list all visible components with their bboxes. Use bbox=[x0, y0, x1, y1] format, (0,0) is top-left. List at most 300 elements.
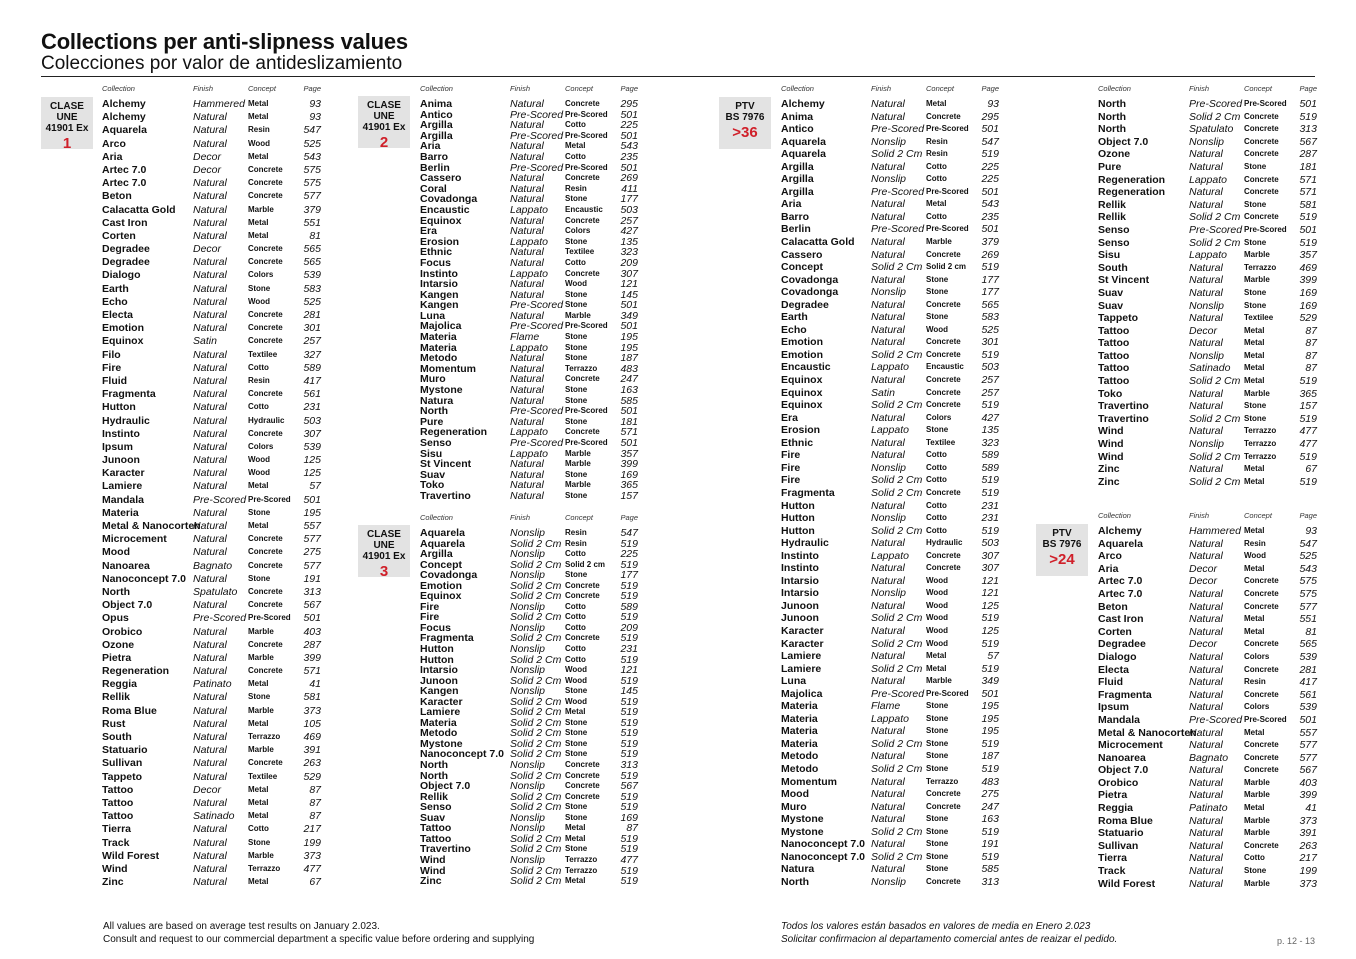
collection-cell: Muro bbox=[420, 373, 446, 386]
collection-cell: Antico bbox=[420, 108, 453, 121]
collection-cell: Ipsum bbox=[1098, 701, 1129, 714]
finish-cell: Natural bbox=[193, 401, 227, 414]
page-cell: 519 bbox=[620, 843, 638, 856]
page-cell: 257 bbox=[303, 335, 321, 348]
finish-cell: Natural bbox=[193, 638, 227, 651]
finish-cell: Spatulato bbox=[193, 585, 238, 598]
concept-cell: Metal bbox=[1244, 626, 1265, 636]
page-cell: 571 bbox=[620, 426, 638, 439]
finish-cell: Nonslip bbox=[1189, 299, 1225, 312]
collection-cell: Encaustic bbox=[420, 203, 470, 216]
concept-cell: Stone bbox=[926, 826, 949, 836]
page-cell: 57 bbox=[987, 650, 999, 663]
finish-cell: Natural bbox=[1189, 600, 1223, 613]
concept-cell: Pre-Scored bbox=[565, 321, 608, 331]
concept-cell: Stone bbox=[926, 713, 949, 723]
concept-cell: Stone bbox=[565, 749, 588, 759]
page-cell: 295 bbox=[981, 110, 999, 123]
page-cell: 525 bbox=[981, 323, 999, 336]
finish-cell: Natural bbox=[1189, 789, 1223, 802]
table-row bbox=[420, 706, 638, 717]
page-cell: 263 bbox=[303, 757, 321, 770]
concept-cell: Stone bbox=[926, 726, 949, 736]
collection-cell: Tattoo bbox=[420, 822, 452, 835]
table-row bbox=[420, 278, 638, 289]
page-cell: 231 bbox=[981, 499, 999, 512]
concept-cell: Cotto bbox=[565, 257, 586, 267]
badge-line1: CLASE UNE bbox=[367, 100, 401, 122]
page-subtitle: Colecciones por valor de antideslizamiento bbox=[41, 53, 403, 74]
finish-cell: Nonslip bbox=[1189, 349, 1225, 362]
page-cell: 81 bbox=[309, 229, 321, 242]
concept-cell: Resin bbox=[1244, 677, 1266, 687]
finish-cell: Natural bbox=[1189, 852, 1223, 865]
concept-cell: Concrete bbox=[1244, 840, 1279, 850]
finish-cell: Natural bbox=[510, 214, 544, 227]
collection-cell: Intarsio bbox=[781, 574, 819, 587]
finish-cell: Natural bbox=[510, 489, 544, 502]
table-row bbox=[420, 416, 638, 427]
concept-cell: Stone bbox=[248, 692, 271, 702]
table-row bbox=[1098, 626, 1317, 639]
page-cell: 217 bbox=[1299, 852, 1317, 865]
page-cell: 87 bbox=[1305, 324, 1317, 337]
page-cell: 157 bbox=[620, 489, 638, 502]
finish-cell: Nonslip bbox=[510, 600, 546, 613]
collection-cell: Lamiere bbox=[781, 650, 822, 663]
concept-cell: Pre-Scored bbox=[565, 406, 608, 416]
concept-cell: Wood bbox=[248, 468, 271, 478]
table-ptv-36 bbox=[781, 84, 999, 888]
page-cell: 503 bbox=[303, 414, 321, 427]
concept-cell: Metal bbox=[1244, 727, 1265, 737]
table-row bbox=[420, 246, 638, 257]
page-cell: 41 bbox=[309, 678, 321, 691]
badge-line2: BS 7976 bbox=[725, 112, 765, 123]
concept-cell: Stone bbox=[926, 763, 949, 773]
table-row bbox=[781, 512, 999, 525]
header-page: Page bbox=[620, 84, 638, 93]
concept-cell: Textilee bbox=[1244, 313, 1274, 323]
finish-cell: Natural bbox=[510, 225, 544, 238]
finish-cell: Solid 2 Cm bbox=[871, 662, 923, 675]
collection-cell: Degradee bbox=[102, 256, 150, 269]
page-cell: 577 bbox=[1299, 600, 1317, 613]
page-cell: 567 bbox=[1299, 135, 1317, 148]
collection-cell: Karacter bbox=[102, 467, 145, 480]
table-row bbox=[1098, 701, 1317, 714]
collection-cell: Tattoo bbox=[1098, 324, 1130, 337]
concept-cell: Stone bbox=[926, 701, 949, 711]
collection-cell: Pure bbox=[1098, 160, 1122, 173]
concept-cell: Concrete bbox=[565, 215, 600, 225]
table-row bbox=[102, 507, 321, 520]
concept-cell: Concrete bbox=[565, 591, 600, 601]
finish-cell: Natural bbox=[871, 298, 905, 311]
page-cell: 231 bbox=[620, 643, 638, 656]
concept-cell: Stone bbox=[1244, 866, 1267, 876]
page-cell: 519 bbox=[620, 590, 638, 603]
collection-cell: Ozone bbox=[102, 638, 135, 651]
concept-cell: Stone bbox=[248, 507, 271, 517]
page-cell: 217 bbox=[303, 823, 321, 836]
finish-cell: Satin bbox=[193, 335, 217, 348]
finish-cell: Decor bbox=[193, 150, 222, 163]
collection-cell: Equinox bbox=[420, 214, 462, 227]
page-cell: 125 bbox=[981, 599, 999, 612]
concept-cell: Colors bbox=[248, 441, 274, 451]
finish-cell: Nonslip bbox=[871, 286, 907, 299]
finish-cell: Lappato bbox=[510, 235, 548, 248]
collection-cell: Toko bbox=[420, 479, 445, 492]
table-row bbox=[102, 164, 321, 177]
finish-cell: Natural bbox=[871, 800, 905, 813]
finish-cell: Natural bbox=[871, 110, 905, 123]
finish-cell: Solid 2 Cm bbox=[510, 864, 562, 877]
collection-cell: Sullivan bbox=[1098, 839, 1139, 852]
concept-cell: Metal bbox=[248, 217, 269, 227]
page-cell: 313 bbox=[303, 585, 321, 598]
page-cell: 519 bbox=[620, 558, 638, 571]
collection-cell: Zinc bbox=[1098, 463, 1120, 476]
collection-cell: Orobico bbox=[102, 625, 143, 638]
header-page: Page bbox=[303, 84, 321, 93]
table-row bbox=[420, 548, 638, 559]
finish-cell: Lappato bbox=[1189, 173, 1227, 186]
collection-cell: Tattoo bbox=[420, 832, 452, 845]
table-row bbox=[1098, 161, 1317, 174]
collection-cell: Hutton bbox=[420, 643, 454, 656]
concept-cell: Encaustic bbox=[926, 362, 964, 372]
concept-cell: Concrete bbox=[248, 547, 283, 557]
concept-cell: Concrete bbox=[1244, 212, 1279, 222]
table-row bbox=[1098, 249, 1317, 262]
collection-cell: Fire bbox=[420, 600, 440, 613]
collection-cell: Junoon bbox=[420, 674, 458, 687]
concept-cell: Metal bbox=[248, 811, 269, 821]
table-row bbox=[102, 428, 321, 441]
collection-cell: Materia bbox=[102, 506, 139, 519]
collection-cell: Junoon bbox=[102, 454, 140, 467]
badge-line2: 41901 Ex bbox=[362, 551, 406, 562]
page-cell: 87 bbox=[309, 796, 321, 809]
concept-cell: Marble bbox=[1244, 790, 1270, 800]
concept-cell: Marble bbox=[1244, 777, 1270, 787]
concept-cell: Stone bbox=[565, 469, 588, 479]
collection-cell: North bbox=[420, 769, 448, 782]
concept-cell: Cotto bbox=[926, 211, 947, 221]
collection-cell: Beton bbox=[1098, 600, 1128, 613]
page-cell: 501 bbox=[303, 612, 321, 625]
concept-cell: Cotto bbox=[565, 644, 586, 654]
table-ptv-24 bbox=[1098, 511, 1317, 890]
concept-cell: Wood bbox=[1244, 551, 1267, 561]
table-row bbox=[781, 537, 999, 550]
collection-cell: North bbox=[1098, 98, 1126, 110]
collection-cell: Sisu bbox=[1098, 249, 1121, 262]
finish-cell: Natural bbox=[193, 876, 227, 889]
table-row bbox=[1098, 714, 1317, 727]
table-row bbox=[781, 474, 999, 487]
finish-cell: Decor bbox=[1189, 638, 1218, 651]
badge-ptv-24 bbox=[1036, 524, 1088, 576]
collection-cell: Regeneration bbox=[102, 665, 170, 678]
concept-cell: Marble bbox=[926, 237, 952, 247]
collection-cell: Alchemy bbox=[1098, 525, 1142, 537]
finish-cell: Natural bbox=[193, 137, 227, 150]
finish-cell: Natural bbox=[1189, 865, 1223, 878]
collection-cell: Suav bbox=[1098, 299, 1124, 312]
collection-cell: Regeneration bbox=[1098, 173, 1166, 186]
collection-cell: Argilla bbox=[420, 119, 453, 132]
page-cell: 483 bbox=[620, 362, 638, 375]
table-row bbox=[102, 520, 321, 533]
page-cell: 519 bbox=[981, 737, 999, 750]
table-row bbox=[1098, 388, 1317, 401]
page-cell: 469 bbox=[303, 731, 321, 743]
table-row bbox=[420, 193, 638, 204]
concept-cell: Pre-Scored bbox=[565, 130, 608, 140]
finish-cell: Natural bbox=[193, 731, 227, 743]
table-row bbox=[1098, 463, 1317, 476]
header-concept: Concept bbox=[248, 84, 276, 93]
table-row bbox=[102, 98, 321, 111]
page-cell: 519 bbox=[620, 737, 638, 750]
concept-cell: Concrete bbox=[1244, 149, 1279, 159]
concept-cell: Pre-Scored bbox=[926, 224, 969, 234]
table-row bbox=[102, 705, 321, 718]
table-row bbox=[420, 183, 638, 194]
finish-cell: Nonslip bbox=[871, 875, 907, 888]
finish-cell: Natural bbox=[193, 361, 227, 374]
concept-cell: Stone bbox=[1244, 300, 1267, 310]
page-cell: 519 bbox=[620, 769, 638, 782]
collection-cell: Artec 7.0 bbox=[1098, 575, 1143, 588]
page-cell: 365 bbox=[620, 479, 638, 492]
finish-cell: Natural bbox=[1189, 148, 1223, 161]
concept-cell: Stone bbox=[565, 385, 588, 395]
table-row bbox=[420, 331, 638, 342]
table-row bbox=[781, 98, 999, 111]
collection-cell: Materia bbox=[781, 737, 818, 750]
table-row bbox=[1098, 802, 1317, 815]
table-row bbox=[1098, 438, 1317, 451]
finish-cell: Natural bbox=[1189, 827, 1223, 840]
page-cell: 87 bbox=[309, 783, 321, 796]
table-row bbox=[781, 638, 999, 651]
collection-cell: Corten bbox=[102, 229, 136, 242]
collection-cell: Junoon bbox=[781, 599, 819, 612]
collection-cell: Materia bbox=[781, 700, 818, 713]
finish-cell: Natural bbox=[1189, 274, 1223, 287]
concept-cell: Marble bbox=[1244, 250, 1270, 260]
concept-cell: Metal bbox=[248, 679, 269, 689]
table-row bbox=[102, 850, 321, 863]
page-cell: 501 bbox=[620, 299, 638, 312]
collection-cell: Travertino bbox=[1098, 400, 1149, 413]
collection-cell: Fire bbox=[420, 611, 440, 624]
finish-cell: Spatulato bbox=[1189, 123, 1234, 136]
concept-cell: Metal bbox=[248, 718, 269, 728]
badge-line1: PTV bbox=[735, 101, 755, 112]
concept-cell: Stone bbox=[926, 851, 949, 861]
page-cell: 501 bbox=[620, 161, 638, 174]
finish-cell: Natural bbox=[193, 467, 227, 480]
page-cell: 529 bbox=[303, 770, 321, 783]
page-cell: 403 bbox=[303, 625, 321, 638]
table-row bbox=[420, 448, 638, 459]
finish-cell: Natural bbox=[1189, 776, 1223, 789]
page-cell: 427 bbox=[620, 225, 638, 238]
finish-cell: Natural bbox=[193, 203, 227, 216]
footer-en-line1: All values are based on average test results on January 2.023. bbox=[103, 921, 380, 932]
header-concept: Concept bbox=[926, 84, 954, 93]
table-row bbox=[1098, 224, 1317, 237]
concept-cell: Cotto bbox=[926, 462, 947, 472]
collection-cell: Artec 7.0 bbox=[102, 163, 147, 176]
page-cell: 209 bbox=[620, 256, 638, 269]
finish-cell: Natural bbox=[871, 599, 905, 612]
collection-cell: Metodo bbox=[781, 750, 819, 763]
page-cell: 503 bbox=[620, 203, 638, 216]
table-row bbox=[102, 678, 321, 691]
page-cell: 477 bbox=[1299, 425, 1317, 438]
concept-cell: Resin bbox=[565, 183, 587, 193]
concept-cell: Pre-Scored bbox=[926, 688, 969, 698]
finish-cell: Natural bbox=[510, 468, 544, 481]
collection-cell: Materia bbox=[781, 712, 818, 725]
finish-cell: Natural bbox=[1189, 312, 1223, 325]
concept-cell: Wood bbox=[926, 588, 949, 598]
finish-cell: Solid 2 Cm bbox=[510, 790, 562, 803]
concept-cell: Stone bbox=[565, 289, 588, 299]
table-row bbox=[420, 791, 638, 802]
collection-cell: Metodo bbox=[420, 352, 458, 365]
page-cell: 427 bbox=[981, 411, 999, 424]
concept-cell: Concrete bbox=[1244, 664, 1279, 674]
collection-cell: Hutton bbox=[781, 499, 815, 512]
collection-cell: Calacatta Gold bbox=[781, 236, 855, 249]
concept-cell: Concrete bbox=[248, 164, 283, 174]
collection-cell: Hutton bbox=[781, 512, 815, 525]
concept-cell: Terrazzo bbox=[1244, 426, 1277, 436]
concept-cell: Concrete bbox=[926, 550, 961, 560]
collection-cell: Rellik bbox=[1098, 198, 1127, 211]
finish-cell: Solid 2 Cm bbox=[871, 762, 923, 775]
collection-cell: Coral bbox=[420, 182, 447, 195]
concept-cell: Resin bbox=[248, 125, 270, 135]
table-row bbox=[102, 639, 321, 652]
page-cell: 501 bbox=[620, 129, 638, 142]
finish-cell: Natural bbox=[193, 414, 227, 427]
concept-cell: Terrazzo bbox=[926, 776, 959, 786]
finish-cell: Natural bbox=[193, 309, 227, 321]
concept-cell: Stone bbox=[565, 844, 588, 854]
table-row bbox=[781, 186, 999, 199]
finish-cell: Nonslip bbox=[510, 685, 546, 698]
page-cell: 235 bbox=[620, 150, 638, 163]
finish-cell: Solid 2 Cm bbox=[510, 801, 562, 814]
concept-cell: Concrete bbox=[926, 789, 961, 799]
table-row bbox=[781, 801, 999, 814]
collection-cell: Covadonga bbox=[781, 286, 839, 299]
finish-cell: Decor bbox=[193, 163, 222, 176]
table-row bbox=[102, 230, 321, 243]
collection-cell: Travertino bbox=[420, 843, 471, 856]
concept-cell: Wood bbox=[926, 613, 949, 623]
table-row bbox=[781, 261, 999, 274]
collection-cell: Reggia bbox=[102, 678, 138, 691]
finish-cell: Nonslip bbox=[871, 587, 907, 600]
table-row bbox=[420, 675, 638, 686]
table-row bbox=[781, 223, 999, 236]
concept-cell: Marble bbox=[248, 652, 274, 662]
page-cell: 577 bbox=[303, 533, 321, 546]
finish-cell: Natural bbox=[1189, 425, 1223, 438]
page-cell: 145 bbox=[620, 685, 638, 698]
finish-cell: Lappato bbox=[1189, 249, 1227, 262]
finish-cell: Bagnato bbox=[193, 559, 233, 572]
table-row bbox=[781, 437, 999, 450]
page-cell: 87 bbox=[626, 822, 638, 835]
table-row bbox=[420, 395, 638, 406]
page-cell: 269 bbox=[981, 248, 999, 261]
page-cell: 57 bbox=[309, 480, 321, 493]
header-finish: Finish bbox=[1189, 511, 1210, 520]
table-row bbox=[102, 124, 321, 137]
collection-cell: Aquarela bbox=[781, 148, 826, 161]
page-cell: 169 bbox=[1299, 299, 1317, 312]
collection-cell: Kangen bbox=[420, 299, 459, 312]
page-cell: 567 bbox=[1299, 764, 1317, 777]
concept-cell: Textilee bbox=[926, 437, 956, 447]
table-row bbox=[420, 437, 638, 448]
page-cell: 519 bbox=[620, 695, 638, 708]
page-cell: 191 bbox=[981, 838, 999, 851]
collection-cell: Suav bbox=[420, 468, 446, 481]
page-cell: 501 bbox=[620, 108, 638, 121]
table-row bbox=[1098, 664, 1317, 677]
footer-en-line2: Consult and request to our commercial department a specific value before ordering and supplying bbox=[103, 933, 535, 945]
table-row bbox=[420, 854, 638, 865]
collection-cell: Emotion bbox=[420, 579, 462, 592]
table-row bbox=[781, 424, 999, 437]
collection-cell: Metodo bbox=[420, 727, 458, 740]
collection-cell: Anima bbox=[781, 110, 814, 123]
page-cell: 519 bbox=[620, 801, 638, 814]
collection-cell: Zinc bbox=[420, 875, 442, 888]
finish-cell: Natural bbox=[871, 198, 905, 211]
finish-cell: Natural bbox=[871, 449, 905, 462]
collection-cell: Cassero bbox=[781, 248, 823, 261]
finish-cell: Solid 2 Cm bbox=[510, 590, 562, 603]
finish-cell: Natural bbox=[871, 323, 905, 336]
page-cell: 575 bbox=[1299, 575, 1317, 588]
collection-cell: Degradee bbox=[1098, 638, 1146, 651]
concept-cell: Marble bbox=[565, 459, 591, 469]
table-row bbox=[420, 320, 638, 331]
concept-cell: Stone bbox=[248, 573, 271, 583]
badge-value: 1 bbox=[62, 135, 72, 152]
concept-cell: Metal bbox=[248, 230, 269, 240]
finish-cell: Natural bbox=[1189, 877, 1223, 890]
page-cell: 373 bbox=[303, 704, 321, 717]
concept-cell: Metal bbox=[248, 521, 269, 530]
page-cell: 571 bbox=[1299, 173, 1317, 186]
collection-cell: Instinto bbox=[781, 549, 819, 562]
concept-cell: Wood bbox=[248, 138, 271, 148]
collection-cell: Luna bbox=[420, 309, 446, 322]
